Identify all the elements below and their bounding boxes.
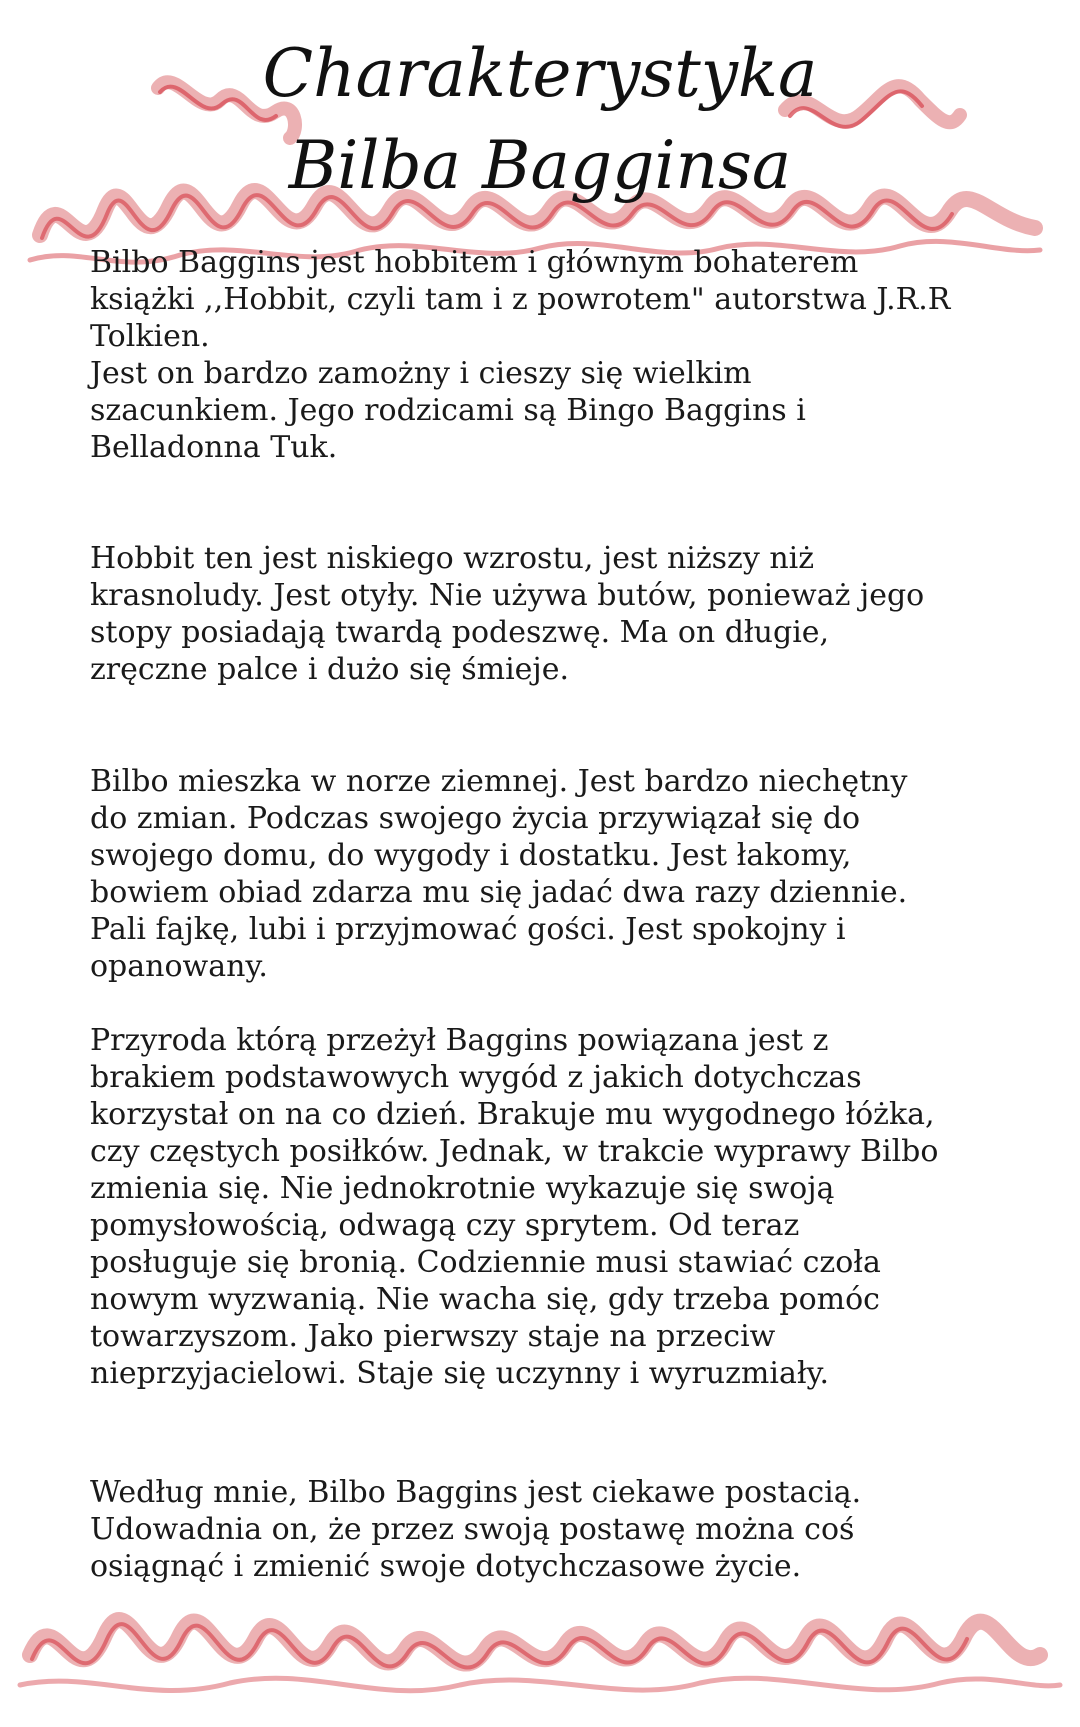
paragraph-text: Hobbit ten jest niskiego wzrostu, jest niższy niż krasnoludy. Jest otyły. Nie używa butów, ponieważ jego stopy posiadają twardą podeszwę. Ma on długie, zręczne palce i dużo się śmieje. [90, 541, 925, 687]
title-line-1: Charakterystyka [262, 35, 818, 112]
paragraph-opinion [90, 1474, 990, 1585]
paragraph-appearance [90, 540, 990, 688]
paragraph-text: Przyroda którą przeżył Baggins powiązana jest z brakiem podstawowych wygód z jakich dotychczas korzystał on na co dzień. Brakuje mu wygodnego łóżka, czy częstych posiłków. Jednak, w trakcie wyprawy Bilbo zmienia się. Nie jednokrotnie wykazuje się swoją pomysłowością, odwagą czy sprytem. Od teraz posługuje się bronią. Codziennie musi stawiać czoła nowym wyzwanią. Nie wacha się, gdy trzeba pomóc towarzyszom. Jako pierwszy staje na przeciw nieprzyjacielowi. Staje się uczynny i wyruzmiały. [90, 1023, 939, 1391]
paragraph-intro [90, 244, 990, 466]
paragraph-text: Bilbo Baggins jest hobbitem i głównym bohaterem książki ,,Hobbit, czyli tam i z powrotem" autorstwa J.R.R Tolkien. Jest on bardzo zamożny i cieszy się wielkim szacunkiem. Jego rodzicami są Bingo Baggins i Belladonna Tuk. [90, 245, 951, 465]
page-title [0, 28, 1080, 212]
paragraph-lifestyle [90, 763, 990, 985]
title-line-2: Bilba Bagginsa [288, 127, 792, 204]
paragraph-text: Według mnie, Bilbo Baggins jest ciekawe postacią. Udowadnia on, że przez swoją postawę można coś osiągnąć i zmienić swoje dotychczasowe życie. [90, 1475, 862, 1584]
paragraph-change [90, 1022, 990, 1392]
paragraph-text: Bilbo mieszka w norze ziemnej. Jest bardzo niechętny do zmian. Podczas swojego życia przywiązał się do swojego domu, do wygody i dostatku. Jest łakomy, bowiem obiad zdarza mu się jadać dwa razy dziennie. Pali fajkę, lubi i przyjmować gości. Jest spokojny i opanowany. [90, 764, 908, 984]
